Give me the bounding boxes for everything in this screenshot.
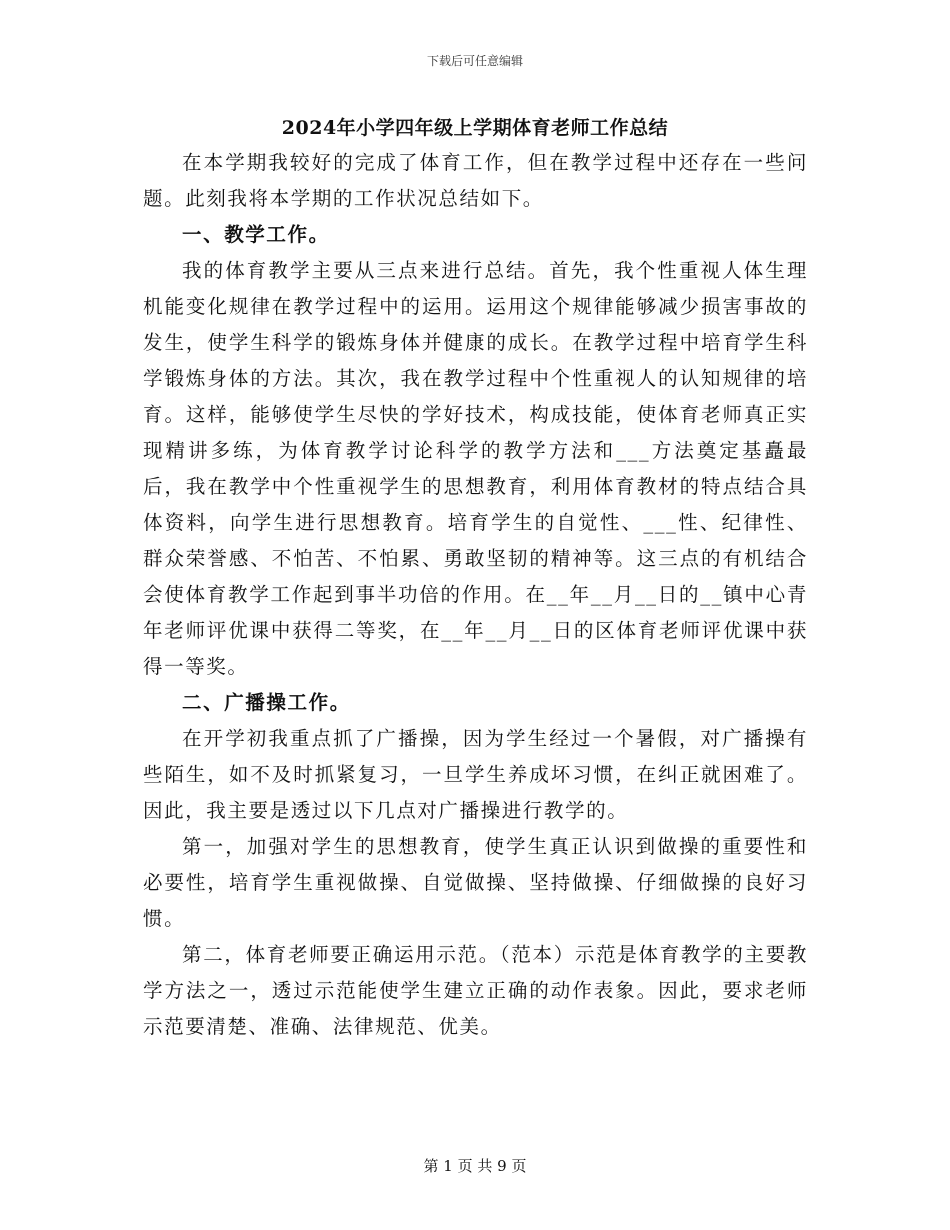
teaching-paragraph: 我的体育教学主要从三点来进行总结。首先，我个性重视人体生理机能变化规律在教学过程中的运用。运用这个规律能够减少损害事故的发生，使学生科学的锻炼身体并健康的成长。在教学过程中培育学生科学锻炼身体的方法。其次，我在教学过程中个性重视人的认知规律的培育。这样，能够使学生尽快的学好技术，构成技能，使体育老师真正实现精讲多练，为体育教学讨论科学的教学方法和___方法奠定基矗最后，我在教学中个性重视学生的思想教育，利用体育教材的特点结合具体资料，向学生进行思想教育。培育学生的自觉性、___性、纪律性、群众荣誉感、不怕苦、不怕累、勇敢坚韧的精神等。这三点的有机结合会使体育教学工作起到事半功倍的作用。在__年__月__日的__镇中心青年老师评优课中获得二等奖，在__年__月__日的区体育老师评优课中获得一等奖。 [143, 259, 808, 678]
header-note: 下载后可任意编辑 [426, 54, 523, 68]
document-title: 2024年小学四年级上学期体育老师工作总结 [281, 117, 669, 139]
section-heading-broadcast-exercise: 二、广播操工作。 [182, 691, 351, 714]
intro-paragraph: 在本学期我较好的完成了体育工作，但在教学过程中还存在一些问题。此刻我将本学期的工作状况总结如下。 [143, 151, 808, 210]
point-one-paragraph: 第一，加强对学生的思想教育，使学生真正认识到做操的重要性和必要性，培育学生重视做操、自觉做操、坚持做操、仔细做操的良好习惯。 [143, 835, 808, 930]
section-heading-teaching: 一、教学工作。 [182, 223, 330, 246]
document-body [143, 145, 808, 1045]
point-two-paragraph: 第二，体育老师要正确运用示范。（范本）示范是体育教学的主要教学方法之一，透过示范能使学生建立正确的动作表象。因此，要求老师示范要清楚、准确、法律规范、优美。 [143, 943, 808, 1038]
page-footer: 第 1 页 共 9 页 [423, 1157, 527, 1175]
broadcast-intro-paragraph: 在开学初我重点抓了广播操，因为学生经过一个暑假，对广播操有些陌生，如不及时抓紧复习，一旦学生养成坏习惯，在纠正就困难了。因此，我主要是透过以下几点对广播操进行教学的。 [143, 727, 808, 822]
